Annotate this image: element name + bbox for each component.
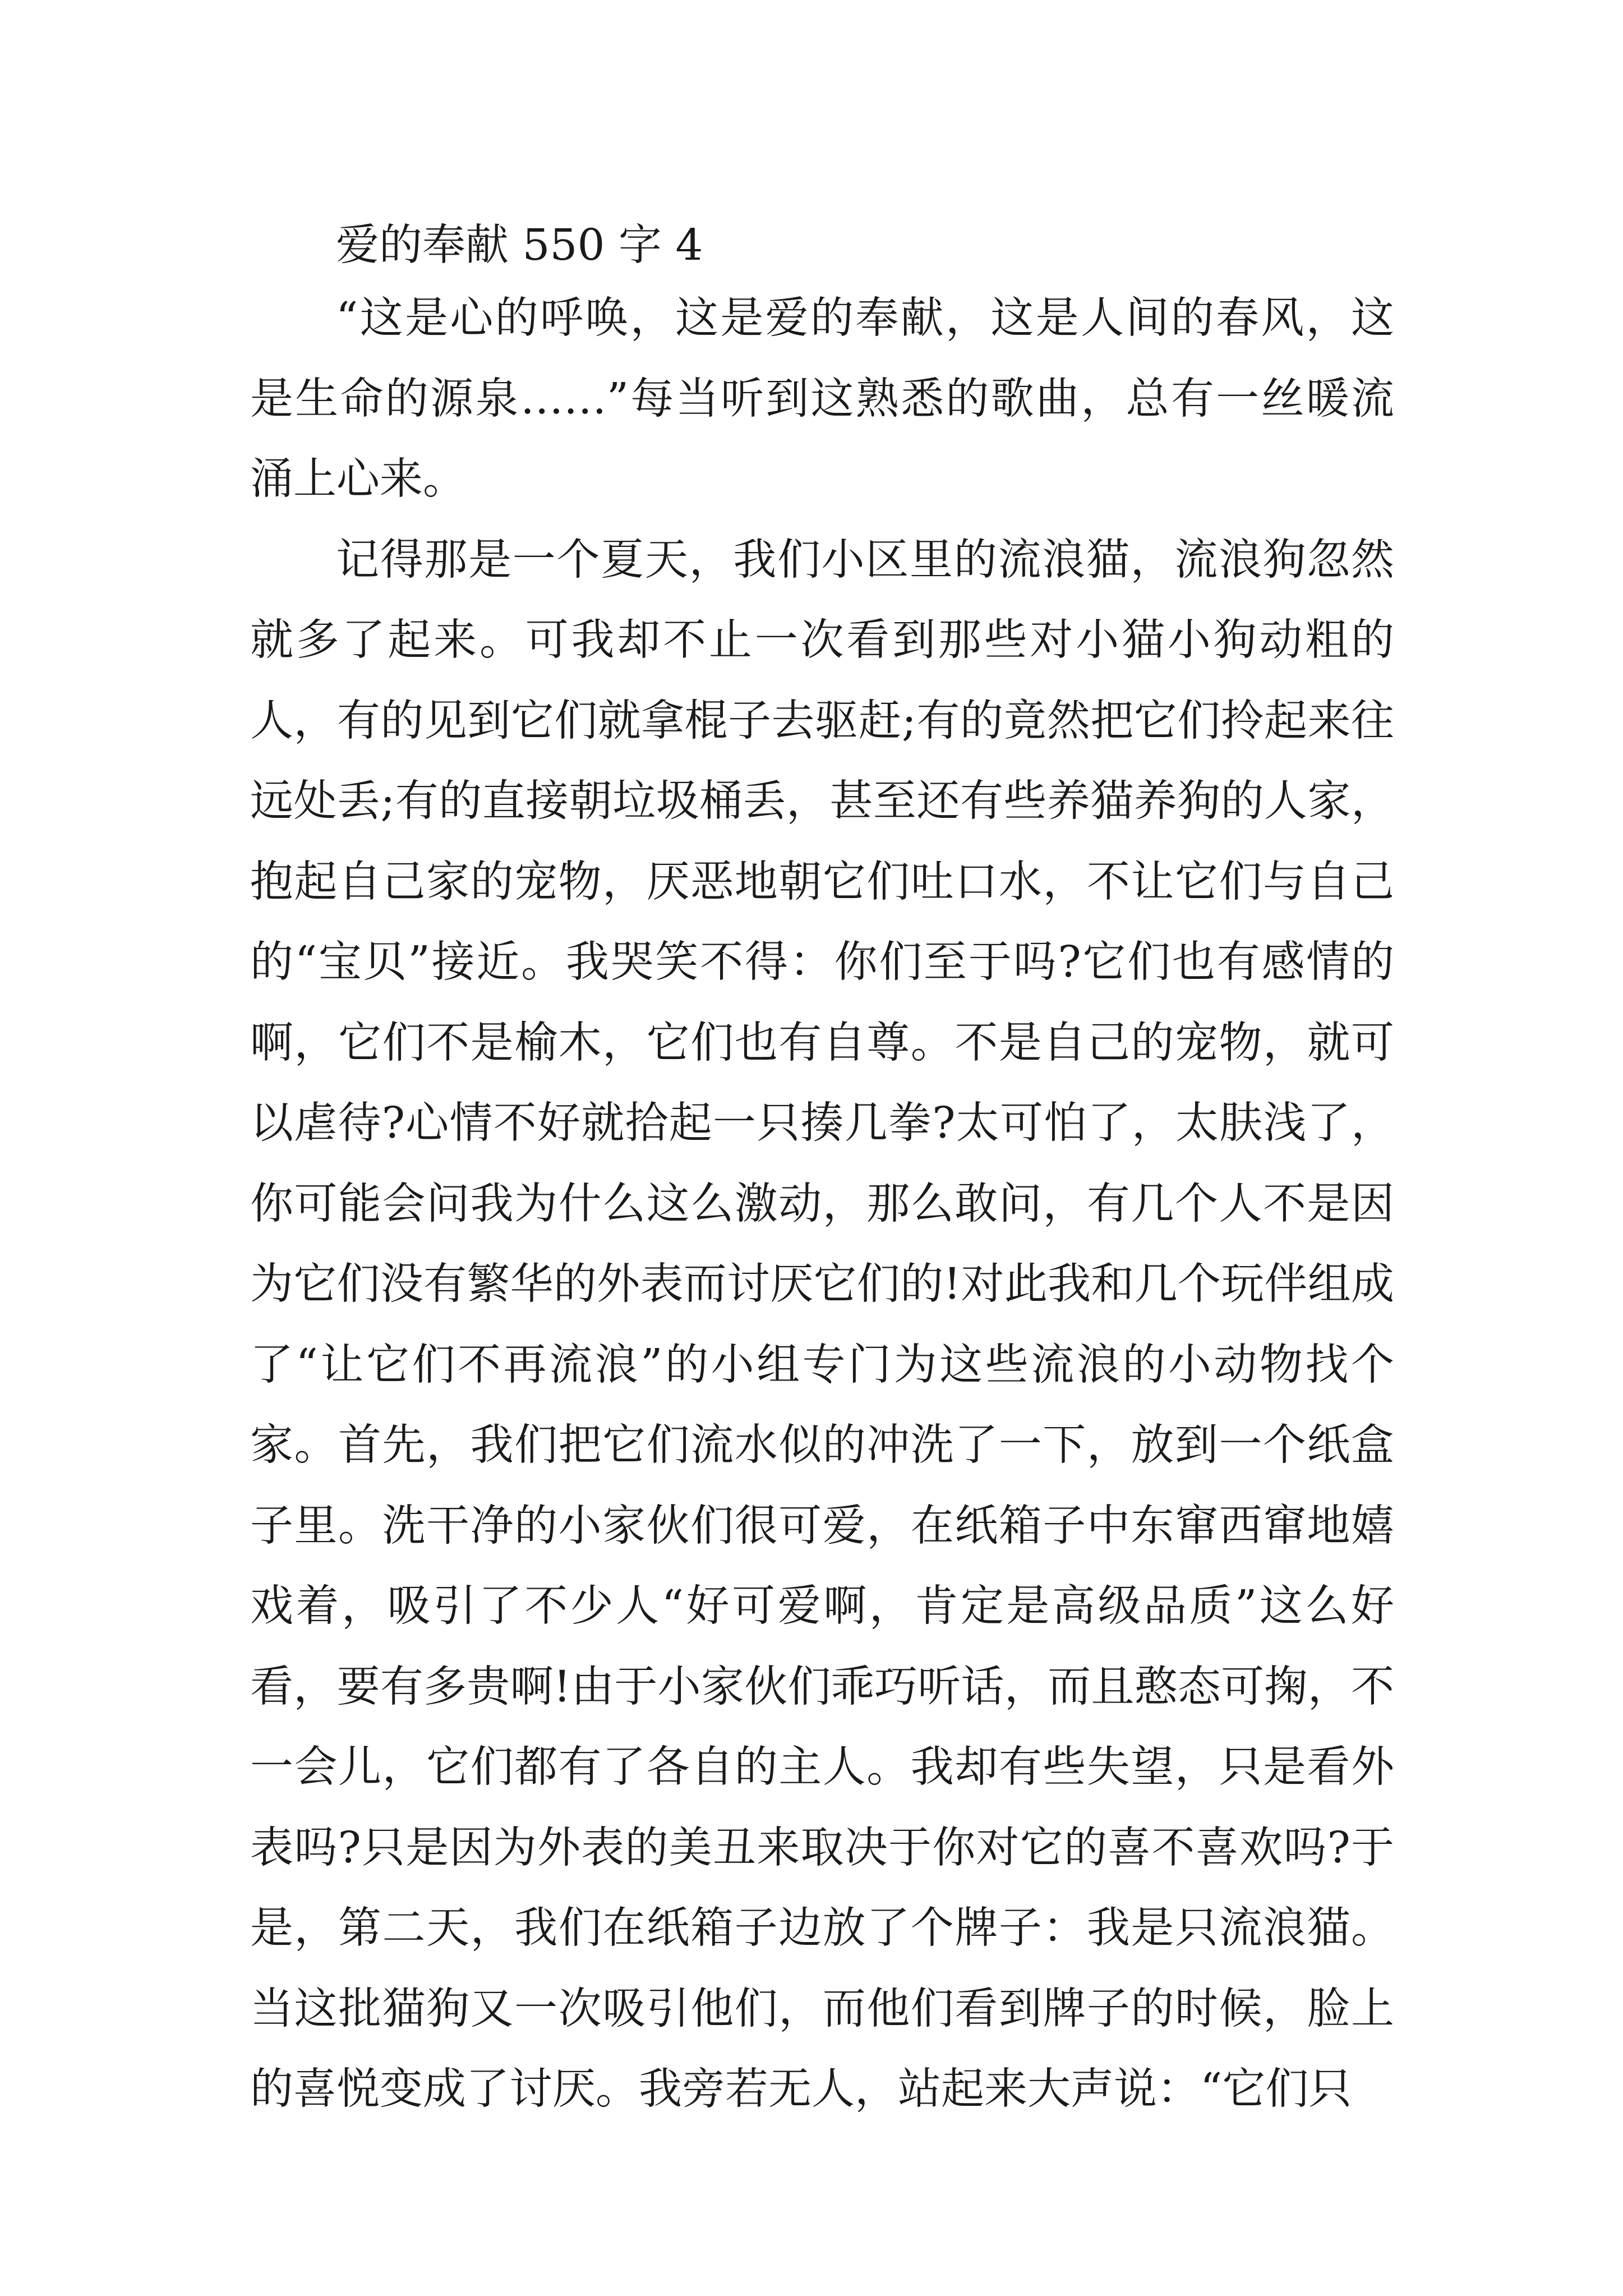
document-title: 爱的奉献 550 字 4 <box>336 220 703 270</box>
document-body <box>250 213 1394 2130</box>
paragraph-intro: “这是心的呼唤，这是爱的奉献，这是人间的春风，这是生命的源泉……”每当听到这熟悉的歌曲，总有一丝暖流涌上心来。 <box>250 293 1394 504</box>
paragraph-story: 记得那是一个夏天，我们小区里的流浪猫，流浪狗忽然就多了起来。可我却不止一次看到那些对小猫小狗动粗的人，有的见到它们就拿棍子去驱赶;有的竟然把它们拎起来往远处丢;有的直接朝垃圾桶丢，甚至还有些养猫养狗的人家，抱起自己家的宠物，厌恶地朝它们吐口水，不让它们与自己的“宝贝”接近。我哭笑不得：你们至于吗?它们也有感情的啊，它们不是榆木，它们也有自尊。不是自己的宠物，就可以虐待?心情不好就拾起一只揍几拳?太可怕了，太肤浅了，你可能会问我为什么这么激动，那么敢问，有几个人不是因为它们没有繁华的外表而讨厌它们的!对此我和几个玩伴组成了“让它们不再流浪”的小组专门为这些流浪的小动物找个家。首先，我们把它们流水似的冲洗了一下，放到一个纸盒子里。洗干净的小家伙们很可爱，在纸箱子中东窜西窜地嬉戏着，吸引了不少人“好可爱啊，肯定是高级品质”这么好看，要有多贵啊!由于小家伙们乖巧听话，而且憨态可掬，不一会儿，它们都有了各自的主人。我却有些失望，只是看外表吗?只是因为外表的美丑来取决于你对它的喜不喜欢吗?于是，第二天，我们在纸箱子边放了个牌子：我是只流浪猫。当这批猫狗又一次吸引他们，而他们看到牌子的时候，脸上的喜悦变成了讨厌。我旁若无人，站起来大声说：“它们只 <box>250 535 1394 2114</box>
